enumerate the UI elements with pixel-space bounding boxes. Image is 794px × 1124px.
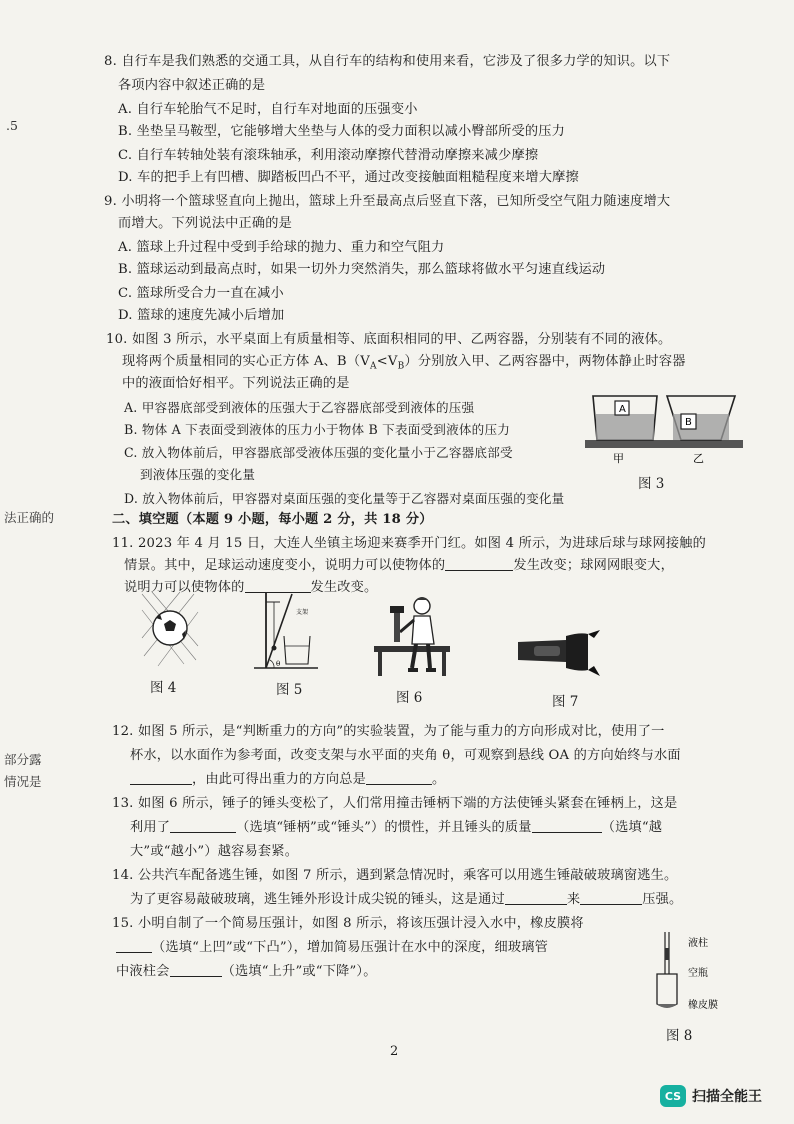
figure-8-caption: 图 8 bbox=[666, 1028, 693, 1044]
figure-3-caption: 图 3 bbox=[638, 476, 665, 492]
q9-stem-cont: 而增大。下列说法中正确的是 bbox=[118, 216, 293, 231]
q12-stem: 12. 如图 5 所示，是“判断重力的方向”的实验装置，为了能与重力的方向形成对比，使用了一 bbox=[112, 724, 665, 739]
camscanner-logo-icon: CS bbox=[660, 1085, 686, 1107]
figure-4-ball-net bbox=[140, 590, 200, 670]
figure-5-caption: 图 5 bbox=[276, 682, 303, 698]
hammer-head bbox=[390, 606, 404, 613]
section-2-heading: 二、填空题（本题 9 小题，每小题 2 分，共 18 分） bbox=[112, 512, 433, 527]
svg-text:橡皮膜: 橡皮膜 bbox=[688, 1000, 718, 1011]
q10-stem-cont: 现将两个质量相同的实心正方体 A、$B(V_A<V_B)$分别放入甲、乙两容器中，两物体静止时容器 bbox=[122, 354, 686, 372]
q10-option-c: C. 放入物体前后，甲容器底部受液体压强的变化量小于乙容器底部受 bbox=[124, 445, 513, 460]
q14-line2: 为了更容易敲破玻璃，逃生锤外形设计成尖锐的锤头，这是通过 来 压强。 bbox=[130, 892, 683, 907]
figure-5-stand bbox=[252, 588, 322, 674]
margin-fragment: .5 bbox=[6, 118, 18, 133]
q13-blank-1[interactable] bbox=[170, 818, 236, 833]
liquid-column bbox=[665, 948, 669, 960]
margin-fragment: 部分露 bbox=[4, 752, 42, 767]
q8-option-a: A. 自行车轮胎气不足时，自行车对地面的压强变小 bbox=[118, 102, 418, 117]
q9-stem: 9. 小明将一个篮球竖直向上抛出，篮球上升至最高点后竖直下落，已知所受空气阻力随速度增大 bbox=[104, 194, 671, 209]
q10-option-a: A. 甲容器底部受到液体的压强大于乙容器底部受到液体的压强 bbox=[124, 400, 475, 415]
q8-stem: 8. 自行车是我们熟悉的交通工具，从自行车的结构和使用来看，它涉及了很多力学的知识。以下 bbox=[104, 54, 671, 69]
svg-text:支架: 支架 bbox=[296, 609, 309, 616]
q12-blank-1[interactable] bbox=[130, 770, 192, 785]
q9-option-b: B. 篮球运动到最高点时，如果一切外力突然消失，那么篮球将做水平匀速直线运动 bbox=[118, 262, 606, 277]
q11-stem: 11. 2023 年 4 月 15 日，大连人坐镇主场迎来赛季开门红。如图 4 所示，为进球后球与球网接触的 bbox=[112, 536, 706, 551]
q10-option-b: B. 物体 A 下表面受到液体的压力小于物体 B 下表面受到液体的压力 bbox=[124, 422, 511, 437]
q15-blank-1[interactable] bbox=[116, 938, 152, 953]
q15-blank-2[interactable] bbox=[170, 962, 222, 977]
bottle bbox=[657, 974, 677, 1007]
q9-option-d: D. 篮球的速度先减小后增加 bbox=[118, 308, 285, 323]
q10-stem-cont2: 中的液面恰好相平。下列说法正确的是 bbox=[122, 376, 350, 391]
q8-option-b: B. 坐垫呈马鞍型，它能够增大坐垫与人体的受力面积以减小臀部所受的压力 bbox=[118, 124, 566, 139]
q8-option-d: D. 车的把手上有凹槽、脚踏板凹凸不平，通过改变接触面粗糙程度来增大摩擦 bbox=[118, 170, 579, 185]
figure-7-escape-hammer bbox=[514, 628, 610, 678]
q10-option-d: D. 放入物体前后，甲容器对桌面压强的变化量等于乙容器对桌面压强的变化量 bbox=[124, 491, 565, 506]
q12-line3: ，由此可得出重力的方向总是 。 bbox=[130, 770, 445, 789]
page-number: 2 bbox=[390, 1044, 399, 1059]
margin-fragment: 法正确的 bbox=[4, 510, 55, 525]
q14-stem: 14. 公共汽车配备逃生锤，如图 7 所示，遇到紧急情况时，乘客可以用逃生锤敲破玻璃窗逃生。 bbox=[112, 868, 678, 883]
q13-line3: 大”或“越小”）越容易套紧。 bbox=[130, 844, 299, 859]
hammer-handle bbox=[394, 612, 400, 642]
figure-4-caption: 图 4 bbox=[150, 680, 177, 696]
bench bbox=[374, 646, 450, 652]
svg-text:θ: θ bbox=[276, 660, 281, 668]
q11-blank-1[interactable] bbox=[445, 556, 513, 571]
escape-hammer-head bbox=[566, 633, 588, 670]
q15-line2: （选填“上凹”或“下凸”），增加简易压强计在水中的深度，细玻璃管 bbox=[116, 938, 548, 957]
margin-fragment: 情况是 bbox=[4, 774, 42, 789]
table-surface bbox=[585, 440, 743, 448]
q12-blank-2[interactable] bbox=[366, 770, 432, 785]
q14-blank-2[interactable] bbox=[580, 890, 642, 905]
svg-text:A: A bbox=[619, 404, 626, 415]
svg-text:液柱: 液柱 bbox=[688, 938, 708, 949]
q15-line3: 中液柱会 （选填“上升”或“下降”）。 bbox=[116, 964, 377, 979]
figure-7-caption: 图 7 bbox=[552, 694, 579, 710]
q14-blank-1[interactable] bbox=[505, 890, 567, 905]
figure-8-pressure-gauge bbox=[654, 928, 734, 1024]
svg-text:甲: 甲 bbox=[613, 452, 624, 465]
scanner-watermark bbox=[660, 1085, 762, 1107]
q8-stem-cont: 各项内容中叙述正确的是 bbox=[118, 78, 266, 93]
q10-stem: 10. 如图 3 所示，水平桌面上有质量相等、底面积相同的甲、乙两容器，分别装有不同的液体。 bbox=[106, 332, 672, 347]
q10-option-c-cont: 到液体压强的变化量 bbox=[140, 467, 256, 482]
q13-blank-2[interactable] bbox=[532, 818, 602, 833]
svg-text:乙: 乙 bbox=[693, 452, 704, 465]
q11-line2: 情景。其中，足球运动速度变小，说明力可以使物体的 发生改变；球网网眼变大， bbox=[124, 558, 674, 573]
q9-option-c: C. 篮球所受合力一直在减小 bbox=[118, 286, 284, 301]
figure-6-hammer-man bbox=[372, 592, 454, 680]
q8-option-c: C. 自行车转轴处装有滚珠轴承，利用滚动摩擦代替滑动摩擦来减少摩擦 bbox=[118, 148, 539, 163]
rubber-membrane bbox=[657, 1004, 677, 1008]
q9-option-a: A. 篮球上升过程中受到手给球的抛力、重力和空气阻力 bbox=[118, 240, 445, 255]
q13-stem: 13. 如图 6 所示，锤子的锤头变松了，人们常用撞击锤柄下端的方法使锤头紧套在锤柄上，这是 bbox=[112, 796, 678, 811]
scanner-app-name: 扫描全能王 bbox=[692, 1089, 762, 1105]
q12-line2: 杯水，以水面作为参考面，改变支架与水平面的夹角 θ，可观察到悬线 OA 的方向始终与水面 bbox=[130, 748, 681, 763]
q15-stem: 15. 小明自制了一个简易压强计，如图 8 所示，将该压强计浸入水中，橡皮膜将 bbox=[112, 916, 584, 931]
figure-3-containers bbox=[585, 392, 745, 487]
q11-line3: 说明力可以使物体的 发生改变。 bbox=[124, 580, 378, 595]
svg-text:空瓶: 空瓶 bbox=[688, 968, 708, 979]
svg-text:B: B bbox=[685, 417, 692, 428]
q13-line2: 利用了 （选填“锤柄”或“锤头”）的惯性，并且锤头的质量 （选填“越 bbox=[130, 820, 663, 835]
figure-6-caption: 图 6 bbox=[396, 690, 423, 706]
